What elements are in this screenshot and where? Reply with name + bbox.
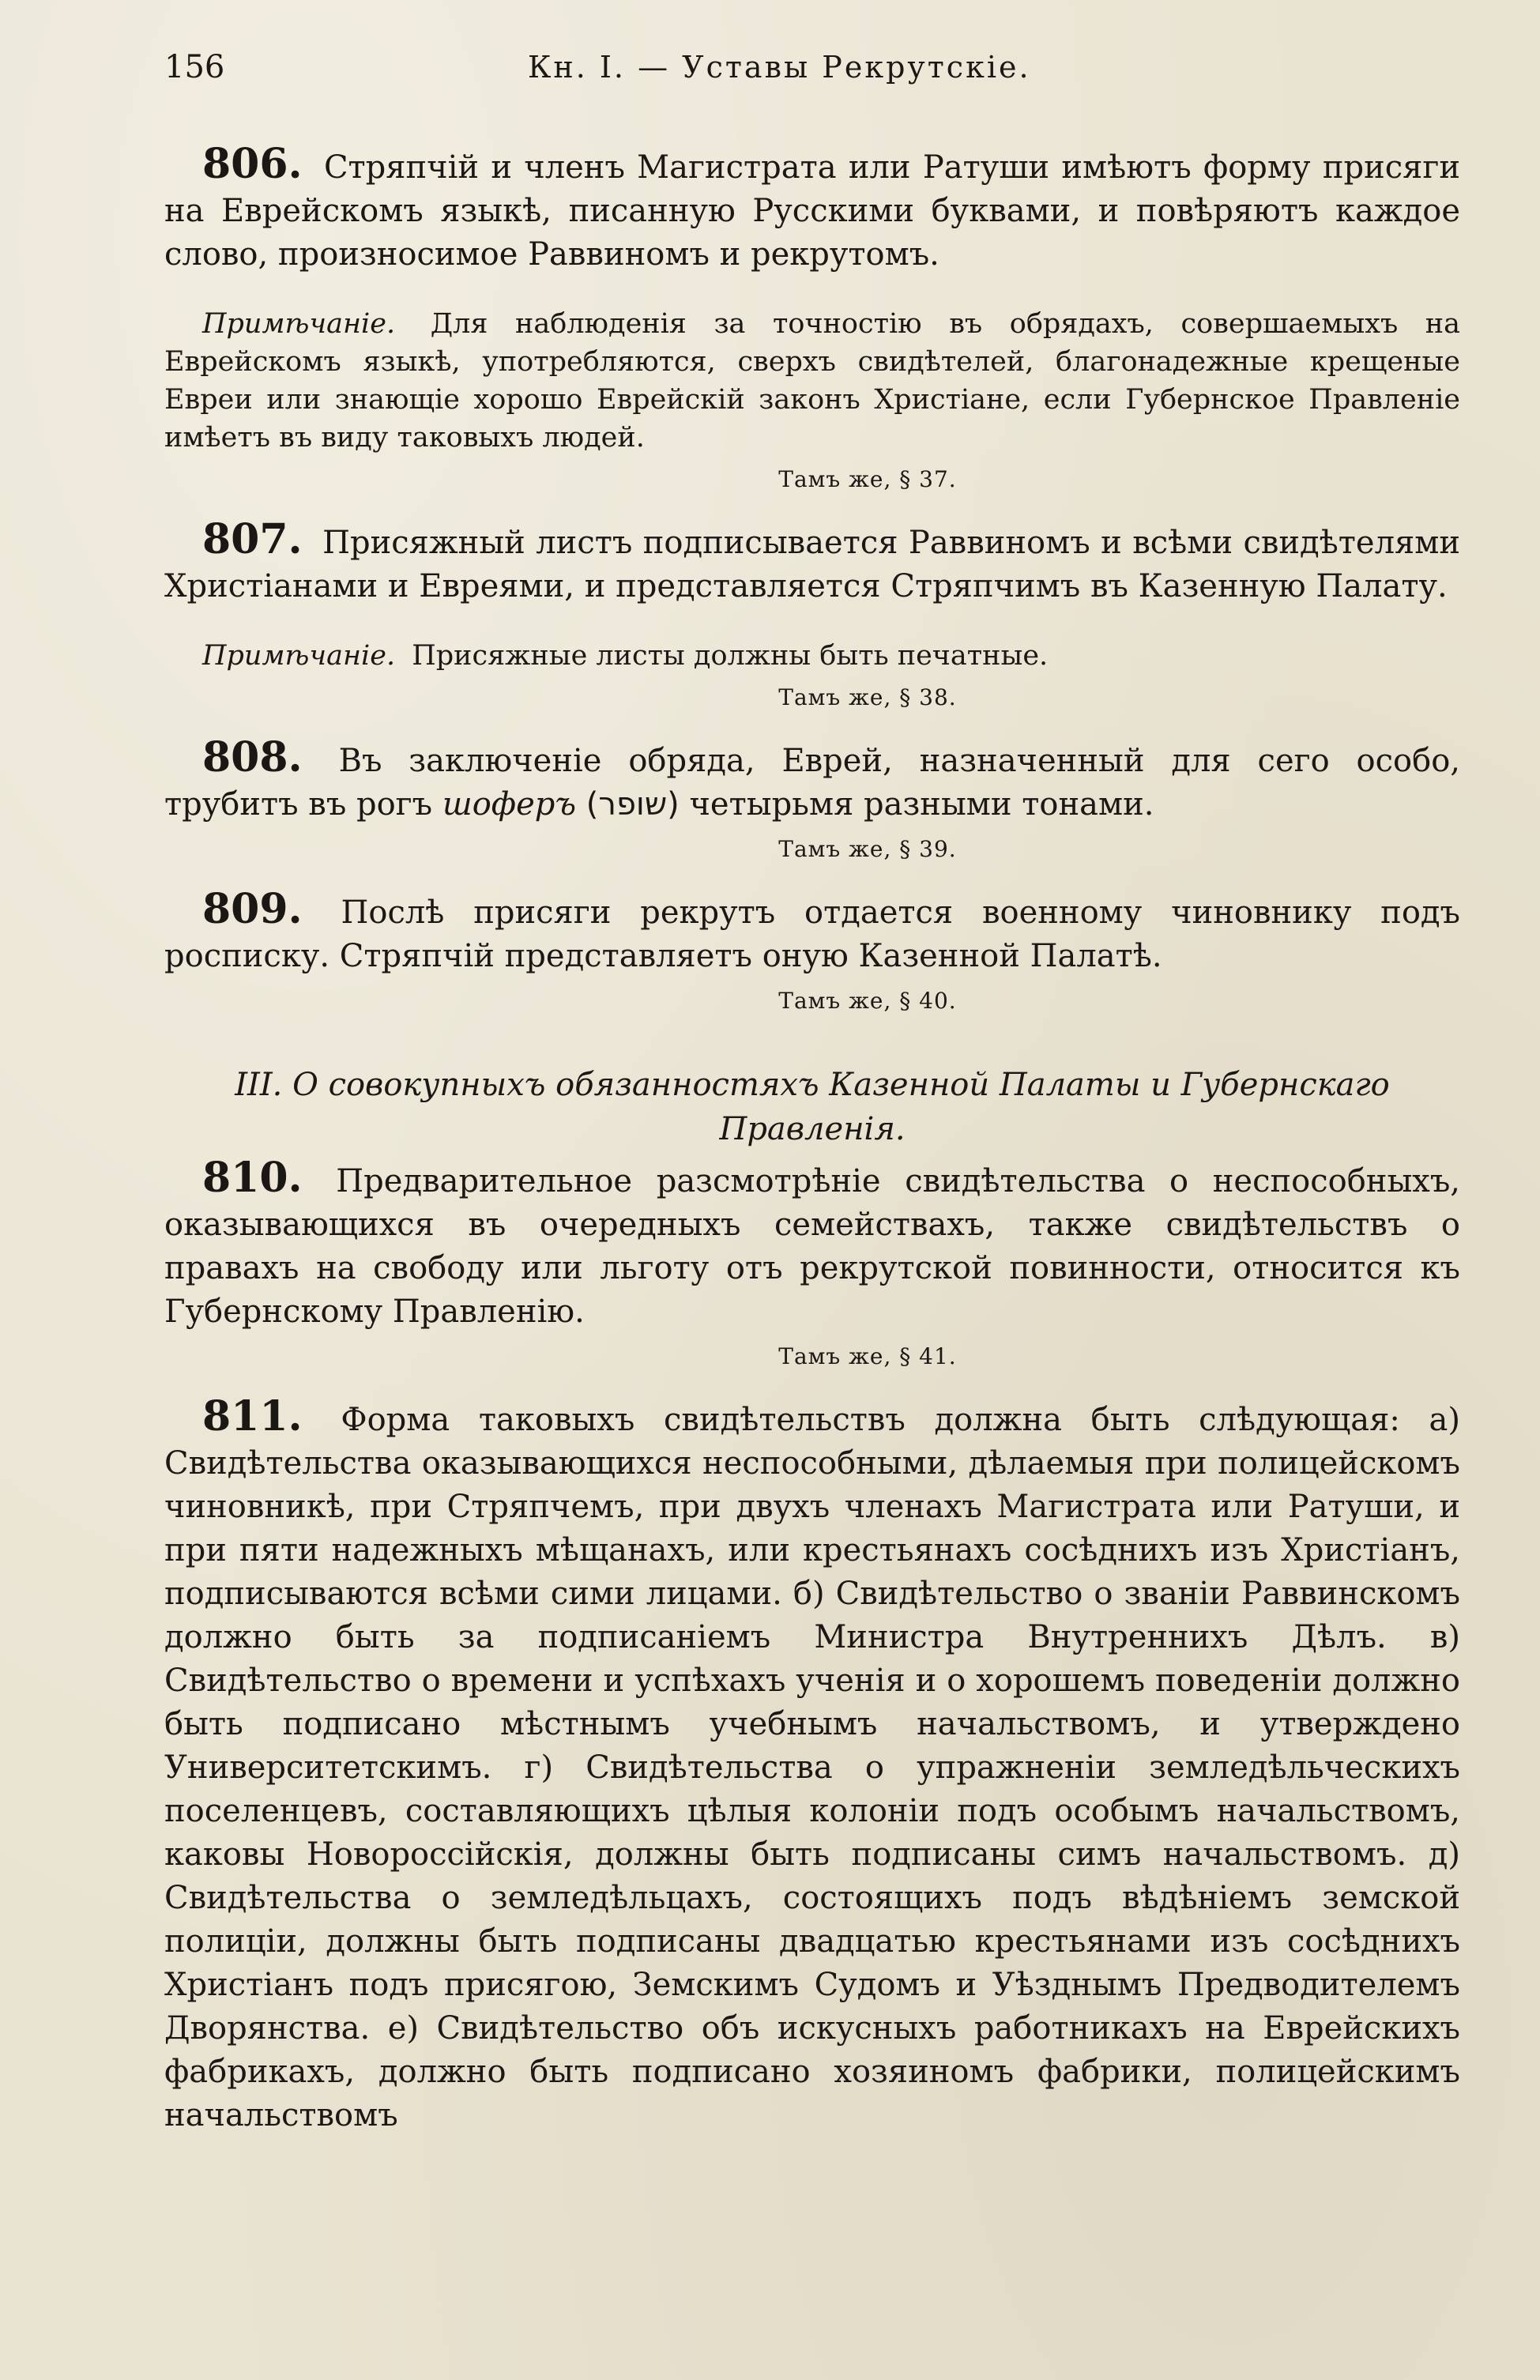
- article-body: [164, 515, 1460, 608]
- article-text: Стряпчій и членъ Магистрата или Ратуши имѣютъ форму присяги на Еврейскомъ языкѣ, писанную Русскими буквами, и повѣряютъ каждое слово, произносимое Раввиномъ и рекрутомъ.: [164, 149, 1461, 273]
- article-number: 808.: [202, 733, 303, 781]
- article-811: [164, 1392, 1460, 2137]
- article-body: [164, 733, 1460, 827]
- article-text: Предварительное разсмотрѣніе свидѣтельства о неспособныхъ, оказывающихся въ очередныхъ семействахъ, также свидѣтельствъ о правахъ на свободу или льготу отъ рекрутской повинности, относится къ Губернскому Правленію.: [164, 1163, 1460, 1330]
- spacer: [164, 862, 1460, 887]
- page-number: 156: [164, 49, 225, 85]
- source-reference: Тамъ же, § 41.: [778, 1343, 957, 1369]
- note-label: Примѣчаніе.: [202, 640, 396, 672]
- source-reference: Тамъ же, § 40.: [778, 988, 957, 1014]
- article-number: 807.: [202, 515, 303, 563]
- article-text-end: четырьмя разными тонами.: [689, 786, 1154, 823]
- spacer: [164, 1369, 1460, 1395]
- article-807: [164, 515, 1460, 710]
- page-header: [164, 49, 1460, 101]
- article-text: Въ заключеніе обряда, Еврей, назначенный для сего особо, трубитъ въ рогъ: [164, 743, 1460, 823]
- note-text: Для наблюденія за точностію въ обрядахъ, совершаемыхъ на Еврейскомъ языкѣ, употребляются, сверхъ свидѣтелей, благонадежные крещеные Евреи или знающіе хорошо Еврейскій законъ Христіане, если Губернское Правленіе имѣетъ въ виду таковыхъ людей.: [164, 308, 1460, 454]
- article-text: Послѣ присяги рекрутъ отдается военному чиновнику подъ росписку. Стряпчій представляетъ оную Казенной Палатѣ.: [164, 894, 1460, 974]
- article-body: [164, 1156, 1460, 1334]
- note-label: Примѣчаніе.: [202, 308, 396, 340]
- spacer: [164, 710, 1460, 736]
- article-body: [164, 887, 1460, 978]
- article-text: Присяжный листъ подписывается Раввиномъ и всѣми свидѣтелями Христіанами и Евреями, и представляется Стряпчимъ въ Казенную Палату.: [164, 525, 1460, 604]
- spacer: [164, 1014, 1460, 1049]
- article-body: [164, 142, 1460, 277]
- source-reference: Тамъ же, § 37.: [778, 466, 957, 492]
- article-809: [164, 887, 1460, 1014]
- page-content: [164, 49, 1460, 2137]
- note-text: Присяжные листы должны быть печатные.: [412, 640, 1049, 672]
- article-806: [164, 142, 1460, 492]
- article-number: 810.: [202, 1154, 303, 1202]
- article-body: [164, 1392, 1460, 2137]
- article-808: [164, 733, 1460, 862]
- running-head: Кн. I. — Уставы Рекрутскіе.: [528, 50, 1031, 85]
- spacer: [164, 492, 1460, 518]
- hebrew-term: (שופר): [586, 786, 680, 823]
- article-note: [164, 637, 1460, 675]
- article-number: 806.: [202, 140, 303, 188]
- article-number: 809.: [202, 885, 303, 933]
- article-810: [164, 1156, 1460, 1369]
- source-reference: Тамъ же, § 39.: [778, 836, 957, 862]
- italic-term: шоферъ: [442, 786, 577, 823]
- section-title: III. О совокупныхъ обязанностяхъ Казенной Палаты и Губернскаго Правленія.: [235, 1067, 1390, 1147]
- article-number: 811.: [202, 1392, 303, 1440]
- source-reference: Тамъ же, § 38.: [778, 684, 957, 710]
- article-text: Форма таковыхъ свидѣтельствъ должна быть слѣдующая: а) Свидѣтельства оказывающихся неспособными, дѣлаемыя при полицейскомъ чиновникѣ, при Стряпчемъ, при двухъ членахъ Магистрата или Ратуши, и при пяти надежныхъ мѣщанахъ, или крестьянахъ сосѣднихъ изъ Христіанъ, подписываются всѣми сими лицами. б) Свидѣтельство о званіи Раввинскомъ должно быть за подписаніемъ Министра Внутреннихъ Дѣлъ. в) Свидѣтельство о времени и успѣхахъ ученія и о хорошемъ поведеніи должно быть подписано мѣстнымъ учебнымъ начальствомъ, и утверждено Университетскимъ. г) Свидѣтельства о упражненіи земледѣльческихъ поселенцевъ, составляющихъ цѣлыя колоніи подъ особымъ начальствомъ, каковы Новороссійскія, должны быть подписаны симъ начальствомъ. д) Свидѣтельства о земледѣльцахъ, состоящихъ подъ вѣдѣніемъ земской полиціи, должны быть подписаны двадцатью крестьянами изъ сосѣднихъ Христіанъ подъ присягою, Земскимъ Судомъ и Уѣзднымъ Предводителемъ Дворянства. е) Свидѣтельство объ искусныхъ работникахъ на Еврейскихъ фабрикахъ, должно быть подписано хозяиномъ фабрики, полицейскимъ начальствомъ: [164, 1402, 1460, 2133]
- article-note: [164, 305, 1460, 457]
